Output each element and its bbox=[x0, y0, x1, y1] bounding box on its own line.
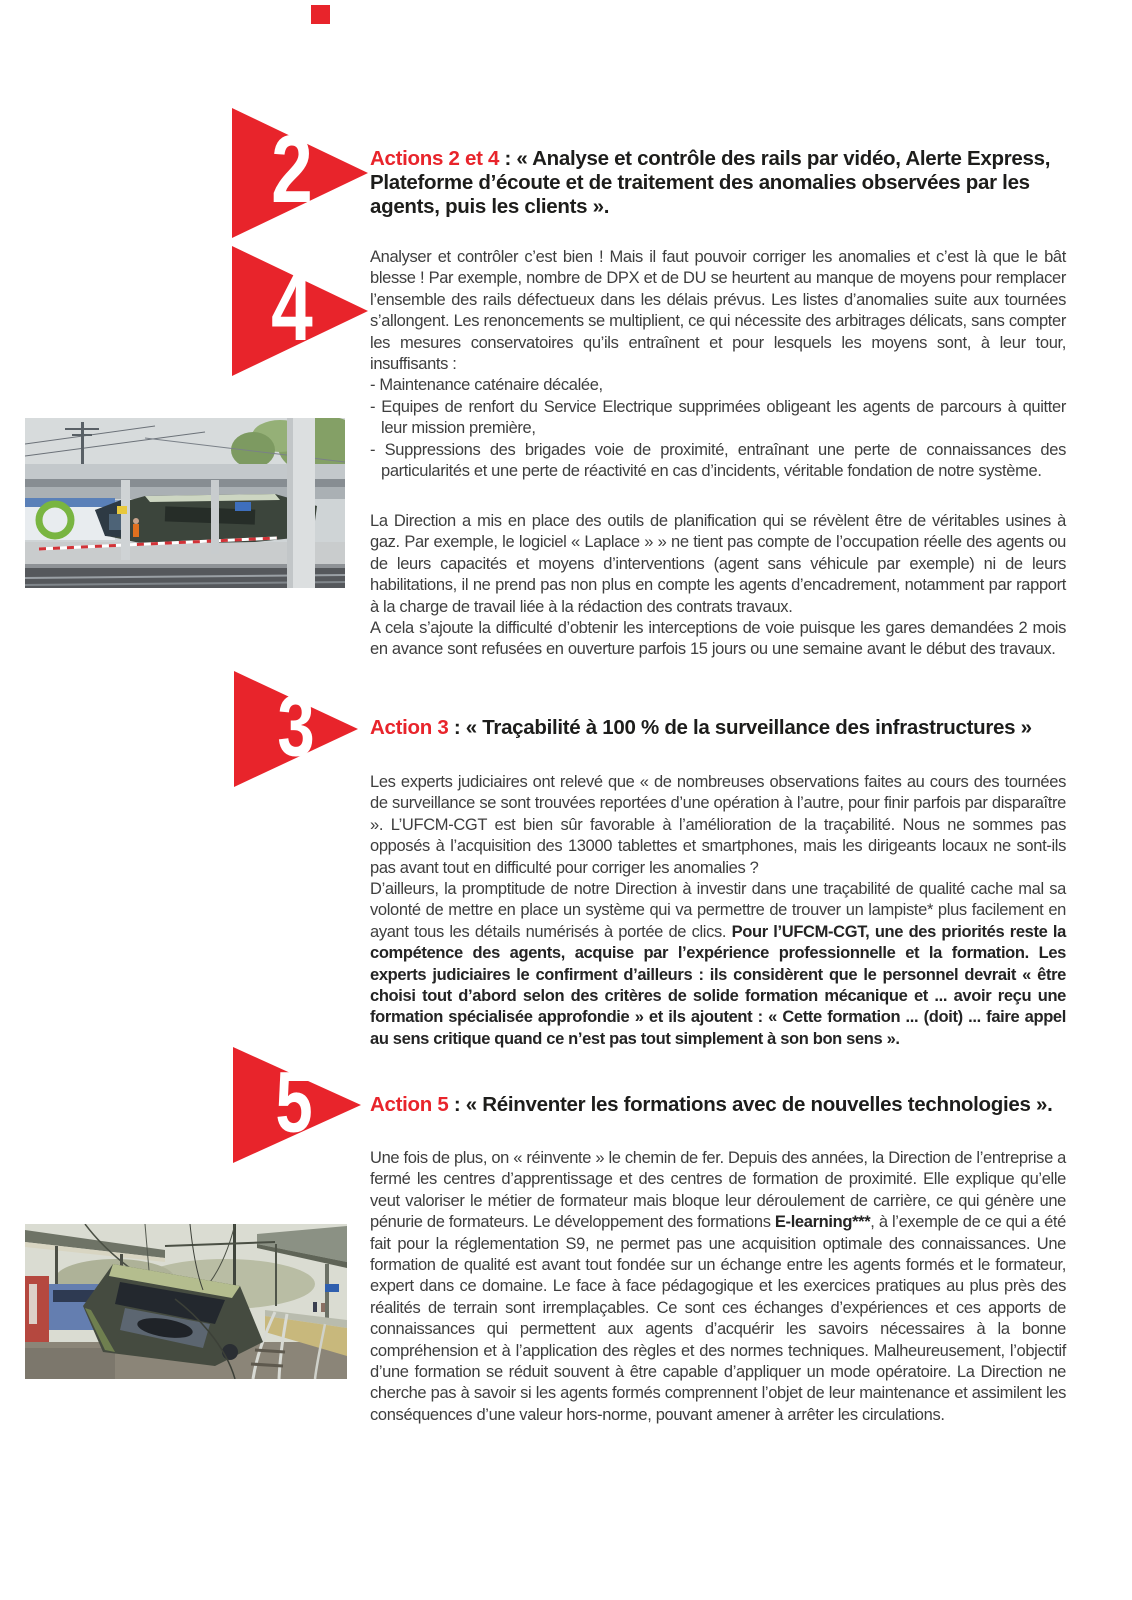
paragraph-5-before: Une fois de plus, on « réinvente » le chemin de fer. Depuis des années, la Direction de l’entreprise a fermé les centres d’apprentissage et des centres de formation de proximité. Elle explique qu’elle veut valoriser le métier de formateur mais bloque leur déroulement de carrière, ce qui génère une pénurie de formateurs. Le développement des formations bbox=[370, 1149, 1066, 1232]
bullet-item: - Equipes de renfort du Service Electrique supprimées obligeant les agents de parcours à quitter leur mission première, bbox=[370, 397, 1066, 438]
section-5-body bbox=[370, 1148, 1066, 1426]
marker-number-4: 4 bbox=[271, 254, 313, 362]
heading-action-5-label: Action 5 bbox=[370, 1093, 449, 1116]
section-marker-3 bbox=[234, 671, 358, 787]
heading-action-3 bbox=[370, 716, 1066, 740]
section-marker-2 bbox=[232, 108, 368, 238]
paragraph-2-4-interceptions: A cela s’ajoute la difficulté d’obtenir les interceptions de voie puisque les gares demandées 2 mois en avance sont refusées en ouverture parfois 15 jours ou une semaine avant le début des travaux. bbox=[370, 619, 1066, 659]
paragraph-3-experts: Les experts judiciaires ont relevé que « de nombreuses observations faites au cours des tournées de surveillance se sont trouvées reportées d’une opération à l’autre, pour finir parfois par disparaître ». L’UFCM-CGT est bien sûr favorable à l’amélioration de la traçabilité. Nous ne sommes pas opposés à l’acquisition des 13000 tablettes et smartphones, mais les dirigeants locaux ne sont-ils pas avant tout en difficulté pour corriger les anomalies ? bbox=[370, 773, 1066, 877]
marker-number-2: 2 bbox=[271, 116, 313, 224]
paragraph-3-bold: Pour l’UFCM-CGT, une des priorités reste la compétence des agents, acquise par l’expérience professionnelle et la formation. Les experts judiciaires le confirment d’ailleurs : ils considèrent que le personnel devrait « être choisi tout d’abord selon des critères de solide formation mécanique et ... avoir reçu une formation spécialisée approfondie » et ils ajoutent : « Cette formation ... (doit) ... faire appel au sens critique quand ce n’est pas tout simplement à son bon sens ». bbox=[370, 922, 1066, 1048]
paragraph-5-after: , à l’exemple de ce qui a été fait pour la réglementation S9, ne permet pas une acquisition optimale des connaissances. Une formation de qualité est avant tout fondée sur un échange entre les agents formés et le formateur, expert dans ce domaine. Le face à face pédagogique et les exercices pratiques au plus près des réalités de terrain sont irremplaçables. Ce sont ces échanges d’expériences et ces apports de connaissances qui permettent aux agents d’acquérir les savoirs nécessaires à la bonne compréhension et à l’application des règles et des normes techniques. Malheureusement, l’objectif d’une formation se réduit souvent à être capable d’appliquer un mode opératoire. La Direction ne cherche pas à savoir si les agents formés comprennent l’objet de leur maintenance et assimilent les conséquences d’une valeur hors-norme, pouvant amener à arrêter les circulations. bbox=[370, 1213, 1066, 1424]
marker-number-3: 3 bbox=[277, 678, 315, 775]
section-marker-5 bbox=[233, 1047, 361, 1163]
section-3-body bbox=[370, 772, 1066, 1050]
paragraph-3-promptitude bbox=[370, 879, 1066, 1050]
photo-overturned-carriage-art bbox=[25, 1224, 347, 1379]
paragraph-2-4-direction: La Direction a mis en place des outils de planification qui se révèlent être de véritables usines à gaz. Par exemple, le logiciel « Laplace » » ne tient pas compte de l’occupation réelle des agents ou de leurs capacités et moyens d’interventions (agent sans véhicule par exemple) ni de leurs habilitations, il ne prend pas non plus en compte les agents d’encadrement, notamment par rapport à la charge de travail liée à la rédaction des contrats travaux. bbox=[370, 512, 1066, 616]
heading-action-5 bbox=[370, 1093, 1066, 1117]
bullet-item: - Suppressions des brigades voie de proximité, entraînant une perte de connaissances des particularités et une perte de réactivité en cas d’incidents, véritable fondation de notre système. bbox=[370, 440, 1066, 481]
marker-number-5: 5 bbox=[275, 1054, 314, 1151]
heading-action-3-label: Action 3 bbox=[370, 716, 449, 739]
page-corner-marker bbox=[311, 5, 330, 24]
heading-actions-2-4-label: Actions 2 et 4 bbox=[370, 147, 500, 170]
section-2-4-body-2 bbox=[370, 511, 1066, 661]
paragraph-5 bbox=[370, 1148, 1066, 1426]
bullet-item: - Maintenance caténaire décalée, bbox=[370, 376, 603, 395]
photo-overturned-carriage-tracks bbox=[25, 1224, 347, 1379]
section-marker-4 bbox=[232, 246, 368, 376]
heading-action-5-text: : « Réinventer les formations avec de nouvelles technologies ». bbox=[448, 1093, 1053, 1116]
heading-action-3-text: : « Traçabilité à 100 % de la surveillance des infrastructures » bbox=[448, 716, 1032, 739]
heading-actions-2-4 bbox=[370, 147, 1066, 219]
paragraph-3-normal: D’ailleurs, la promptitude de notre Direction à investir dans une traçabilité de qualité cache mal sa volonté de mettre en place un système qui va permettre de trouver un lampiste* plus facilement en ayant tous les détails numérisés à portée de clics. bbox=[370, 880, 1066, 941]
heading-actions-2-4-text: : « Analyse et contrôle des rails par vidéo, Alerte Express, Plateforme d’écoute et de traitement des anomalies observées par les agents, puis les clients ». bbox=[370, 147, 1051, 218]
photo-derailed-train-station bbox=[25, 418, 345, 588]
photo-derailed-train-station-art bbox=[25, 418, 345, 588]
paragraph-5-elearning: E-learning*** bbox=[774, 1213, 871, 1232]
paragraph-2-4-intro: Analyser et contrôler c’est bien ! Mais il faut pouvoir corriger les anomalies et c’est là que le bât blesse ! Par exemple, nombre de DPX et de DU se heurtent au manque de moyens pour remplacer l’ensemble des rails défectueux dans les délais prévus. Les listes d’anomalies suite aux tournées s’allongent. Les renoncements se multiplient, ce qui nécessite des arbitrages délicats, sans compter les mesures conservatoires qu’ils entraînent et pour lesquels les moyens sont, à leur tour, insuffisants : bbox=[370, 248, 1066, 374]
section-2-4-body bbox=[370, 247, 1066, 482]
